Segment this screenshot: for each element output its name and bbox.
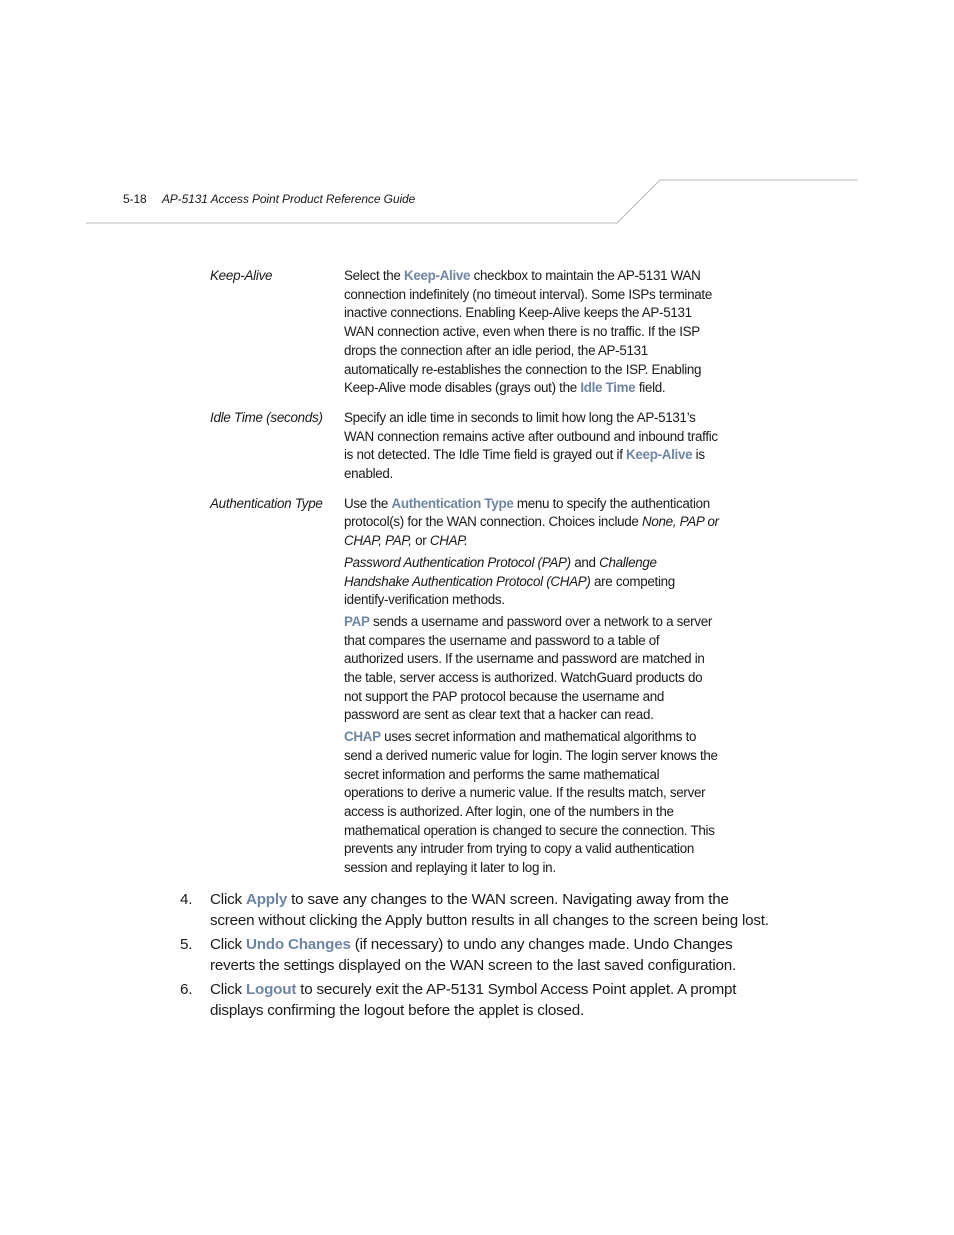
italic-run: Challenge Handshake Authentication Protocol (CHAP): [344, 554, 657, 589]
description-paragraph: [344, 613, 720, 725]
document-title: AP-5131 Access Point Product Reference Guide: [161, 192, 416, 206]
text-run: menu to specify the authentication protocol(s) for the WAN connection. Choices include: [344, 495, 710, 530]
description-paragraph: [344, 554, 720, 610]
ui-label-apply: Apply: [245, 891, 288, 908]
text-run: to securely exit the AP-5131 Symbol Access Point applet. A prompt displays confirming the logout before the applet is closed.: [210, 981, 737, 1019]
ui-label-pap: PAP: [344, 613, 370, 629]
text-run: sends a username and password over a network to a server that compares the username and password to a table of authorized users. If the username and password are matched in the table, server access is authorized. WatchGuard products do not support the PAP protocol because the username and password are sent as clear text that a hacker can read.: [344, 613, 713, 723]
ui-label-logout: Logout: [245, 981, 297, 998]
ui-label-authentication-type: Authentication Type: [391, 495, 514, 511]
text-run: is enabled.: [344, 447, 705, 482]
text-run: Use the: [344, 495, 392, 511]
step-number: 5.: [180, 936, 193, 953]
param-term: Idle Time (seconds): [210, 409, 323, 425]
text-run: are competing identify-verification methods.: [344, 573, 675, 608]
text-run: Select the: [344, 268, 404, 283]
step-item: [180, 980, 780, 1021]
ui-label-undo-changes: Undo Changes: [245, 936, 351, 953]
text-run: Specify an idle time in seconds to limit how long the AP-5131’s WAN connection remains active after outbound and inbound traffic is not detected. The Idle Time field is grayed out if: [344, 409, 718, 463]
page-number: 5-18: [123, 192, 147, 206]
ui-label-chap: CHAP: [344, 729, 381, 745]
step-text: [210, 980, 775, 1021]
description-paragraph: [344, 728, 720, 878]
step-item: [180, 890, 780, 931]
ui-label-keep-alive: Keep-Alive: [626, 447, 693, 463]
text-run: Click: [210, 981, 246, 998]
description-paragraph: [344, 495, 720, 551]
text-run: Click: [210, 936, 246, 953]
text-run: to save any changes to the WAN screen. Navigating away from the screen without clicking the Apply button results in all changes to the screen being lost.: [210, 891, 769, 929]
step-number: 6.: [180, 981, 193, 998]
text-run: field.: [635, 380, 666, 396]
italic-run: None, PAP or CHAP, PAP,: [344, 514, 719, 549]
param-term: Authentication Type: [210, 495, 323, 511]
param-row-keep-alive: [210, 267, 750, 401]
step-text: [210, 935, 775, 976]
italic-run: CHAP.: [429, 533, 468, 549]
italic-run: Password Authentication Protocol (PAP): [344, 554, 571, 570]
step-item: [180, 935, 780, 976]
text-run: and: [570, 554, 600, 570]
running-header: [123, 192, 415, 206]
param-row-idle-time: [210, 409, 750, 487]
description-paragraph: [344, 267, 720, 398]
procedure-steps: [180, 890, 780, 1025]
param-description: [344, 409, 720, 487]
ui-label-idle-time: Idle Time: [580, 380, 636, 396]
text-run: or: [411, 533, 430, 549]
text-run: (if necessary) to undo any changes made. Undo Changes reverts the settings displayed on the WAN screen to the last saved configuration.: [210, 936, 737, 974]
parameter-table: [210, 267, 750, 889]
step-text: [210, 890, 775, 931]
step-number: 4.: [180, 891, 193, 908]
param-description: [344, 495, 720, 881]
text-run: Click: [210, 891, 246, 908]
text-run: uses secret information and mathematical algorithms to send a derived numeric value for login. The login server knows the secret information and performs the same mathematical operations to derive a numeric value. If the results match, server access is authorized. After login, one of the numbers in the mathematical operation is changed to secure the connection. This prevents any intruder from trying to copy a valid authentication session and replaying it later to log in.: [344, 729, 718, 876]
param-term: Keep-Alive: [210, 268, 273, 283]
description-paragraph: [344, 409, 720, 484]
text-run: checkbox to maintain the AP-5131 WAN connection indefinitely (no timeout interval). Some ISPs terminate inactive connections. Enabling Keep-Alive keeps the AP-5131 WAN connection active, even when there is no traffic. If the ISP drops the connection after an idle period, the AP-5131 automatically re-establishes the connection to the ISP. Enabling Keep-Alive mode disables (grays out) the: [344, 268, 712, 396]
ui-label-keep-alive: Keep-Alive: [403, 268, 471, 283]
param-row-authentication-type: [210, 495, 750, 881]
param-description: [344, 267, 720, 401]
